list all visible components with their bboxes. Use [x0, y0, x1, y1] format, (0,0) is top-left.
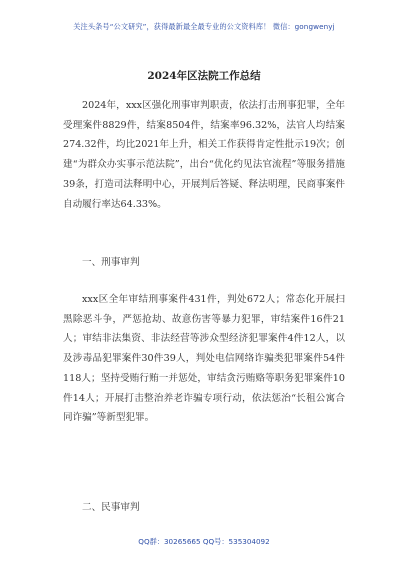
- footer-contact: QQ群：30265665 QQ号：535304092: [138, 537, 270, 546]
- paragraph-criminal: xxx区全年审结刑事案件431件，判处672人；常态化开展扫黑除恶斗争，严惩抢劫、故意伤害等暴力犯罪，审结案件16件21人；审结非法集资、非法经营等涉众型经济犯罪案件4件12人，以及涉毒品犯罪案件30件39人，判处电信网络诈骗类犯罪案件54件118人；坚持受贿行贿一并惩处，审结贪污贿赂等职务犯罪案件10件14人；开展打击整治养老诈骗专项行动，依法惩治“长租公寓合同诈骗”等新型犯罪。: [63, 294, 345, 424]
- paragraph-intro: 2024年，xxx区强化刑事审判职责，依法打击刑事犯罪，全年受理案件8829件，结案8504件，结案率96.32%，法官人均结案274.32件，均比2021年上升，相关工作获得肯定性批示19次；创建“为群众办实事示范法院”，出台“优化约见法官流程”等服务措施39条，打造司法释明中心，开展判后答疑、释法明理，民商事案件自动履行率达64.33%。: [63, 100, 345, 210]
- document-title: 2024年区法院工作总结: [147, 70, 261, 82]
- section-heading-criminal: 一、刑事审判: [82, 257, 140, 268]
- top-promo-banner: 关注头条号“公文研究”，获得最新最全最专业的公文资料库！ 微信：gongwenyj: [73, 22, 335, 31]
- section-heading-civil: 二、民事审判: [82, 502, 140, 513]
